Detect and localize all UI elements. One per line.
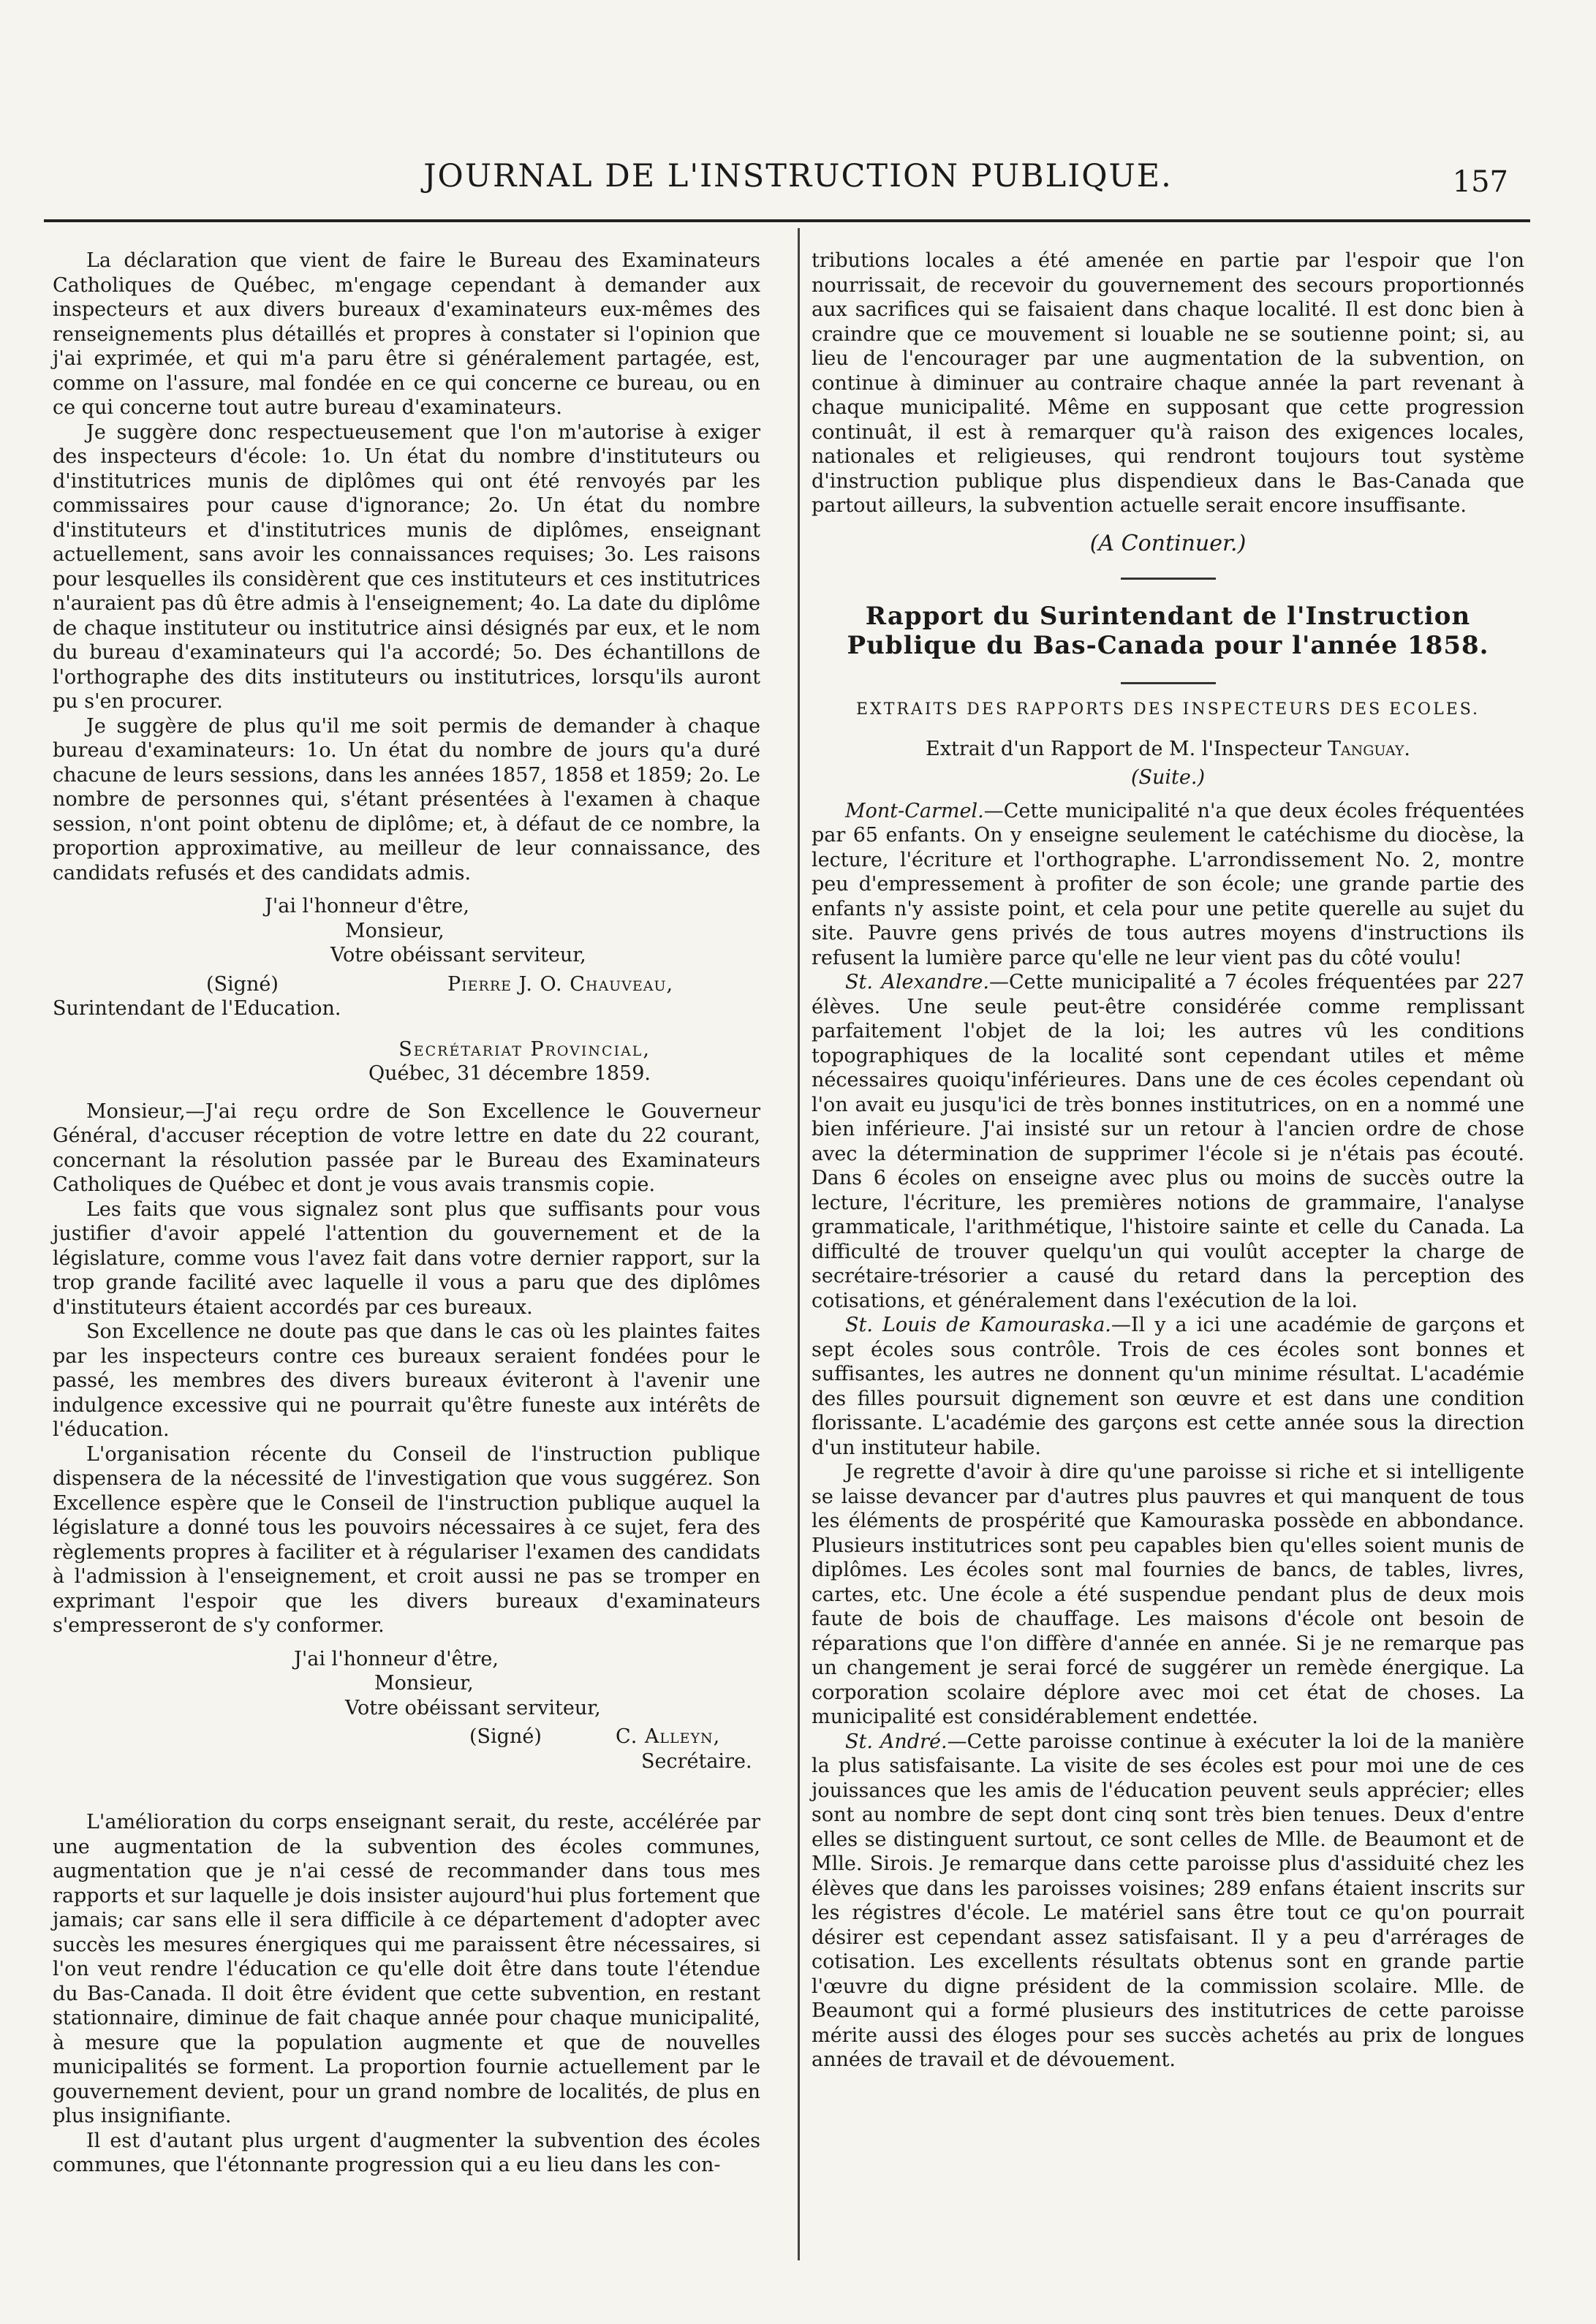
- extrait-prefix: Extrait d'un Rapport de M. l'Inspecteur: [926, 737, 1322, 760]
- entry-st-alexandre: [812, 970, 1524, 1313]
- extraits-heading: EXTRAITS DES RAPPORTS DES INSPECTEURS DES ECOLES.: [855, 700, 1480, 719]
- secretariat-heading: Secrétariat Provincial,: [398, 1037, 651, 1061]
- paragraph: Son Excellence ne doute pas que dans le cas où les plaintes faites par les inspecteurs contre ces bureaux seraient fondées pour le passé, les membres des divers bureaux éviteront à l'avenir une indulgence excessive qui ne pourrait qu'être funeste aux intérêts de l'éducation.: [53, 1320, 760, 1441]
- closing-serviteur: Votre obéissant serviteur,: [330, 944, 586, 966]
- signatory-title: Secrétaire.: [641, 1749, 752, 1773]
- signature-line: [53, 1725, 760, 1749]
- signe-label: (Signé): [469, 1725, 542, 1748]
- signatory-name: Pierre J. O. Chauveau,: [447, 972, 674, 996]
- continuation-note: (A Continuer.): [1089, 530, 1247, 556]
- paragraph: tributions locales a été amenée en partie par l'espoir que l'on nourrissait, de recevoir du gouvernement des secours proportionnés aux sacrifices qui se faisaient dans chaque localité. Il est donc bien à craindre que ce mouvement si louable ne se soutienne point; si, au lieu de l'encourager par une augmentation de la subvention, on continue à diminuer au contraire chaque année la part revenant à chaque municipalité. Même en supposant que cette progression continuât, il est à remarquer qu'à raison des exigences locales, nationales et religieuses, qui rendront toujours tout système d'instruction publique plus dispendieux dans le Bas-Canada que partout ailleurs, la subvention actuelle serait encore insuffisante.: [812, 249, 1524, 517]
- paragraph: Il est d'autant plus urgent d'augmenter la subvention des écoles communes, que l'étonnante progression qui a eu lieu dans les con-: [53, 2129, 760, 2176]
- signatory-name: C. Alleyn,: [616, 1725, 721, 1748]
- paragraph: Monsieur,—J'ai reçu ordre de Son Excellence le Gouverneur Général, d'accuser réception de votre lettre en date du 22 courant, concernant la résolution passée par le Bureau des Examinateurs Catholiques de Québec et dont je vous avais transmis copie.: [53, 1099, 760, 1196]
- section-rule: [1121, 682, 1216, 684]
- report-title: Rapport du Surintendant de l'Instruction Publique du Bas-Canada pour l'année 1858.: [847, 602, 1489, 660]
- paragraph: La déclaration que vient de faire le Bureau des Examinateurs Catholiques de Québec, m'engage cependant à demander aux inspecteurs et aux divers bureaux d'examinateurs eux-mêmes des renseignements plus détaillés et propres à constater si l'opinion que j'ai exprimée, et qui m'a paru être si généralement partagée, est, comme on l'assure, mal fondée en ce qui concerne ce bureau, ou en ce qui concerne tout autre bureau d'examinateurs.: [53, 249, 760, 419]
- closing-monsieur: Monsieur,: [345, 919, 445, 942]
- place-name: St. André.: [845, 1730, 948, 1753]
- paragraph: L'organisation récente du Conseil de l'instruction publique dispensera de la nécessité de l'investigation que vous suggérez. Son Excellence espère que le Conseil de l'instruction publique auquel la législature a donné tous les pouvoirs nécessaires à ce sujet, fera des règlements propres à faciliter et à régulariser l'examen des candidats à l'admission à l'enseignement, et croit aussi ne pas se tromper en exprimant l'espoir que les divers bureaux d'examinateurs s'empresseront de s'y conformer.: [53, 1442, 760, 1637]
- paragraph: Les faits que vous signalez sont plus que suffisants pour vous justifier d'avoir appelé l'attention du gouvernement et de la législature, comme vous l'avez fait dans votre dernier rapport, sur la trop grande facilité avec laquelle il vous a paru que des diplômes d'instituteurs étaient accordés par ces bureaux.: [53, 1197, 760, 1319]
- signatory-title: Surintendant de l'Education.: [53, 997, 341, 1020]
- header-rule: [44, 219, 1530, 222]
- entry-st-louis: [812, 1313, 1524, 1460]
- entry-text: —Cette municipalité n'a que deux écoles fréquentées par 65 enfants. On y enseigne seulement le catéchisme du diocèse, la lecture, l'écriture et l'orthographe. L'arrondissement No. 2, montre peu d'empressement à profiter de son école; une grande partie des enfants n'y assiste point, et cela pour une petite querelle au sujet du site. Pauvre gens privés de tous autres moyens d'instructions ils refusent la lumière parce qu'elle ne leur vient pas du côté voulu!: [812, 799, 1524, 969]
- inspector-name: Tanguay.: [1327, 737, 1410, 760]
- left-column: [53, 249, 760, 2178]
- section-rule: [1121, 578, 1216, 580]
- signe-label: (Signé): [206, 972, 279, 996]
- column-divider: [798, 228, 800, 2260]
- running-head: JOURNAL DE L'INSTRUCTION PUBLIQUE.: [423, 158, 1173, 194]
- entry-text: —Cette paroisse continue à exécuter la loi de la manière la plus satisfaisante. La visite de ses écoles est pour moi une de ces jouissances que les amis de l'éducation peuvent seuls apprécier; elles sont au nombre de sept dont cinq sont très bien tenues. Deux d'entre elles se distinguent surtout, ce sont celles de Mlle. de Beaumont et de Mlle. Sirois. Je remarque dans cette paroisse plus d'assiduité chez les élèves que dans les paroisses voisines; 289 enfans étaient inscrits sur les régistres d'école. Le matériel sans être tout ce qu'on pourrait désirer est cependant assez satisfaisant. Il y a peu d'arrérages de cotisation. Les excellents résultats obtenus sont en grande partie l'œuvre du digne président de la commission scolaire. Mlle. de Beaumont qui a formé plusieurs des institutrices de cette paroisse mérite aussi des éloges pour ses succès achetés au prix de longues années de travail et de dévouement.: [812, 1730, 1524, 2071]
- place-name: St. Louis de Kamouraska.: [845, 1314, 1111, 1336]
- place-name: St. Alexandre.: [845, 971, 989, 993]
- spacer: [53, 1774, 760, 1810]
- paragraph: L'amélioration du corps enseignant serait, du reste, accélérée par une augmentation de la subvention des écoles communes, augmentation que je n'ai cessé de recommander dans tous mes rapports et sur laquelle je dois insister aujourd'hui plus fortement que jamais; car sans elle il sera difficile à ce département d'adopter avec succès les mesures énergiques qui me paraissent être nécessaires, si l'on veut rendre l'éducation ce qu'elle doit être dans toute l'étendue du Bas-Canada. Il doit être évident que cette subvention, en restant stationnaire, diminue de fait chaque année pour chaque municipalité, à mesure que la population augmente et que de nouvelles municipalités se forment. La proportion fournie actuellement par le gouvernement devient, pour un grand nombre de localités, de plus en plus insignifiante.: [53, 1811, 760, 2127]
- entry-text: —Cette municipalité a 7 écoles fréquentées par 227 élèves. Une seule peut-être considérée comme remplissant parfaitement l'objet de la loi; les autres vû les conditions topographiques de la localité sont cependant utiles et même nécessaires quoiqu'inférieures. Dans une de ces écoles cependant où l'on avait eu jusqu'ici de très bonnes institutrices, on en a nommé une bien inférieure. J'ai insisté sur un retour à l'ancien ordre de chose avec la détermination de supprimer l'école si je n'étais pas écouté. Dans 6 écoles on enseigne avec plus ou moins de succès outre la lecture, l'écriture, les premières notions de grammaire, l'analyse grammaticale, l'arithmétique, l'histoire sainte et celle du Canada. La difficulté de trouver quelqu'un qui voulût accepter la charge de secrétaire-trésorier a causé du retard dans la perception des cotisations, et généralement dans l'exécution de la loi.: [812, 971, 1524, 1312]
- closing-honneur: J'ai l'honneur d'être,: [265, 895, 469, 917]
- closing-honneur: J'ai l'honneur d'être,: [294, 1647, 499, 1670]
- secretariat-date: Québec, 31 décembre 1859.: [368, 1062, 651, 1085]
- entry-mont-carmel: [812, 799, 1524, 971]
- closing-monsieur: Monsieur,: [374, 1672, 474, 1695]
- entry-text: —Il y a ici une académie de garçons et sept écoles sous contrôle. Trois de ces écoles sont bonnes et suffisantes, les autres ne donnent qu'un minime résultat. L'académie des filles poursuit dignement son œuvre et est dans une condition florissante. L'académie des garçons est cette année sous la direction d'un instituteur habile.: [812, 1314, 1524, 1459]
- extrait-line: [812, 737, 1524, 762]
- entry-st-andre: [812, 1730, 1524, 2073]
- place-name: Mont-Carmel.: [845, 799, 984, 822]
- page-header: [0, 151, 1596, 202]
- paragraph: Je suggère donc respectueusement que l'on m'autorise à exiger des inspecteurs d'école: 1o. Un état du nombre d'instituteurs ou d'institutrices munis de diplômes qui ont été renvoyés par les commissaires pour cause d'ignorance; 2o. Un état du nombre d'instituteurs et d'institutrices munis de diplômes, enseignant actuellement, sans avoir les connaissances requises; 3o. Les raisons pour lesquelles ils considèrent que ces instituteurs et ces institutrices n'auraient pas dû être admis à l'enseignement; 4o. La date du diplôme de chaque instituteur ou institutrice ainsi désignés par eux, et le nom du bureau d'examinateurs qui l'a accordé; 5o. Des échantillons de l'orthographe des dits instituteurs ou institutrices, lorsqu'ils auront pu s'en procurer.: [53, 420, 760, 713]
- paragraph: Je regrette d'avoir à dire qu'une paroisse si riche et si intelligente se laisse devancer par d'autres plus pauvres et qui manquent de tous les éléments de prospérité que Kamouraska possède en abbondance. Plusieurs institutrices sont peu capables bien qu'elles soient munis de diplômes. Les écoles sont mal fournies de bancs, de tables, livres, cartes, etc. Une école a été suspendue pendant plus de deux mois faute de bois de chauffage. Les maisons d'école ont besoin de réparations que l'on diffère d'année en année. Si je ne remarque pas un changement je serai forcé de suggérer un remède énergique. La corporation scolaire déplore avec moi cet état de choses. La municipalité est considérablement endettée.: [812, 1461, 1524, 1728]
- page-number: 157: [1452, 165, 1508, 199]
- suite-note: (Suite.): [1131, 766, 1205, 789]
- right-column: [812, 249, 1524, 2073]
- signature-line: [53, 972, 760, 997]
- closing-serviteur: Votre obéissant serviteur,: [345, 1696, 601, 1719]
- paragraph: Je suggère de plus qu'il me soit permis de demander à chaque bureau d'examinateurs: 1o. Un état du nombre de jours qu'a duré chacune de leurs sessions, dans les années 1857, 1858 et 1859; 2o. Le nombre de personnes qui, s'étant présentées à l'examen à chaque session, n'ont point obtenu de diplôme; et, à défaut de ce nombre, la proportion approximative, au meilleur de leur connaissance, des candidats refusés et des candidats admis.: [53, 714, 760, 885]
